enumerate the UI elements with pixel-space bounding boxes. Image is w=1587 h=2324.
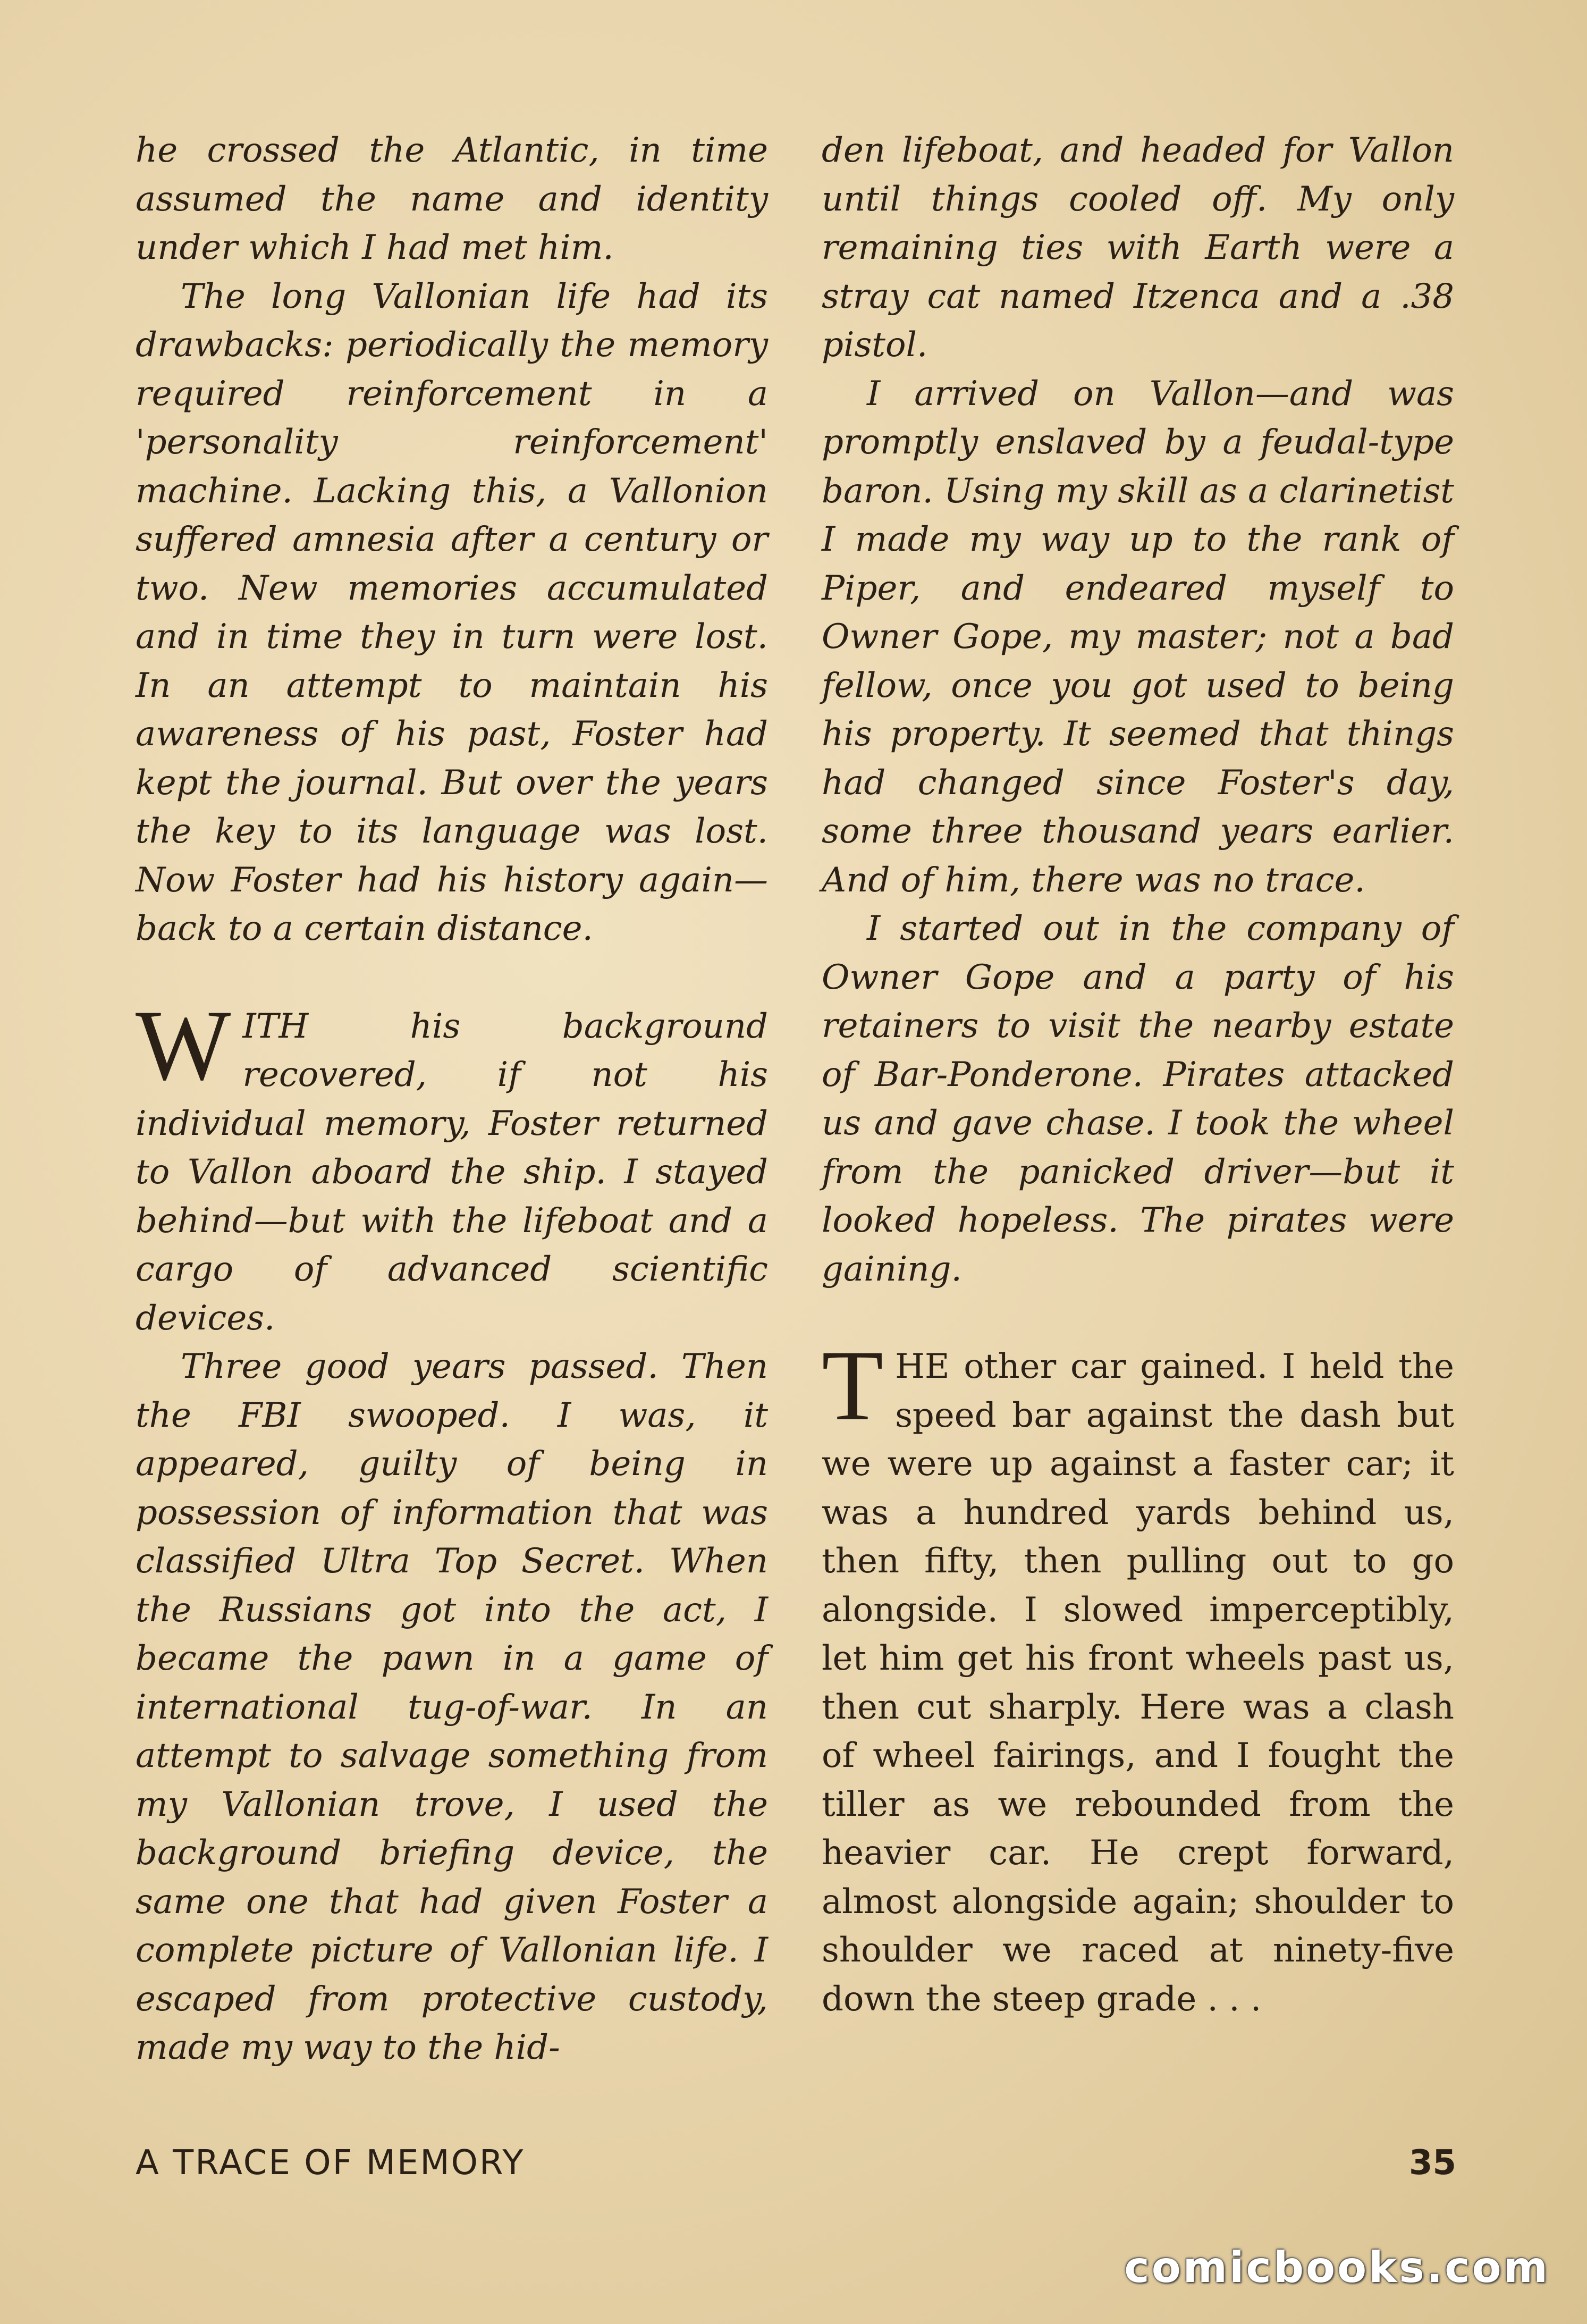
drop-cap: T [822,1330,884,1442]
left-column [136,127,768,2073]
paragraph: he crossed the Atlantic, in time assumed the name and identity under which I had met him. [136,131,768,267]
paragraph-dropcap [822,1330,1454,2024]
paragraph-text: ITH his background recovered, if not his individual memory, Foster returned to Vallon aboard the ship. I stayed behind—but with the lifeboat and a cargo of advanced scientific devices. [136,1006,768,1338]
page-number: 35 [1408,2143,1456,2183]
paragraph-text: HE other car gained. I held the speed bar against the dash but we were up against a faster car; it was a hundred yards behind us, then fifty, then pulling out to go alongside. I slowed imperceptibly, let him get his front wheels past us, then cut sharply. Here was a clash of wheel fairings, and I fought the tiller as we rebounded from the heavier car. He crept forward, almost alongside again; shoulder to shoulder we raced at ninety-five down the steep grade . . . [822,1347,1454,2019]
right-column [822,127,1454,2024]
running-title: A TRACE OF MEMORY [136,2143,525,2183]
paragraph: Three good years passed. Then the FBI swooped. I was, it appeared, guilty of being in possession of information that was classified Ultra Top Secret. When the Russians got into the act, I became the pawn in a game of international tug-of-war. In an attempt to salvage something from my Vallonian trove, I used the background briefing device, the same one that had given Foster a complete picture of Vallonian life. I escaped from protective custody, made my way to the hid- [136,1347,768,2067]
paragraph: The long Vallonian life had its drawbacks: periodically the memory required reinforcement in a 'personality reinforcement' machine. Lacking this, a Vallonion suffered amnesia after a century or two. New memories accumulated and in time they in turn were lost. In an attempt to maintain his awareness of his past, Foster had kept the journal. But over the years the key to its language was lost. Now Foster had his history again—back to a certain distance. [136,276,768,948]
paragraph: den lifeboat, and headed for Vallon until things cooled off. My only remaining ties with Earth were a stray cat named Itzenca and a .38 pistol. [822,131,1454,365]
paragraph: I started out in the company of Owner Gope and a party of his retainers to visit the nearby estate of Bar-Ponderone. Pirates attacked us and gave chase. I took the wheel from the panicked driver—but it looked hopeless. The pirates were gaining. [822,909,1454,1289]
paragraph: I arrived on Vallon—and was promptly enslaved by a feudal-type baron. Using my skill as a clarinetist I made my way up to the rank of Piper, and endeared myself to Owner Gope, my master; not a bad fellow, once you got used to being his property. It seemed that things had changed since Foster's day, some three thousand years earlier. And of him, there was no trace. [822,374,1454,900]
drop-cap: W [136,989,231,1101]
paragraph-dropcap [136,989,768,1343]
watermark-logo: comicbooks.com [1124,2243,1550,2292]
